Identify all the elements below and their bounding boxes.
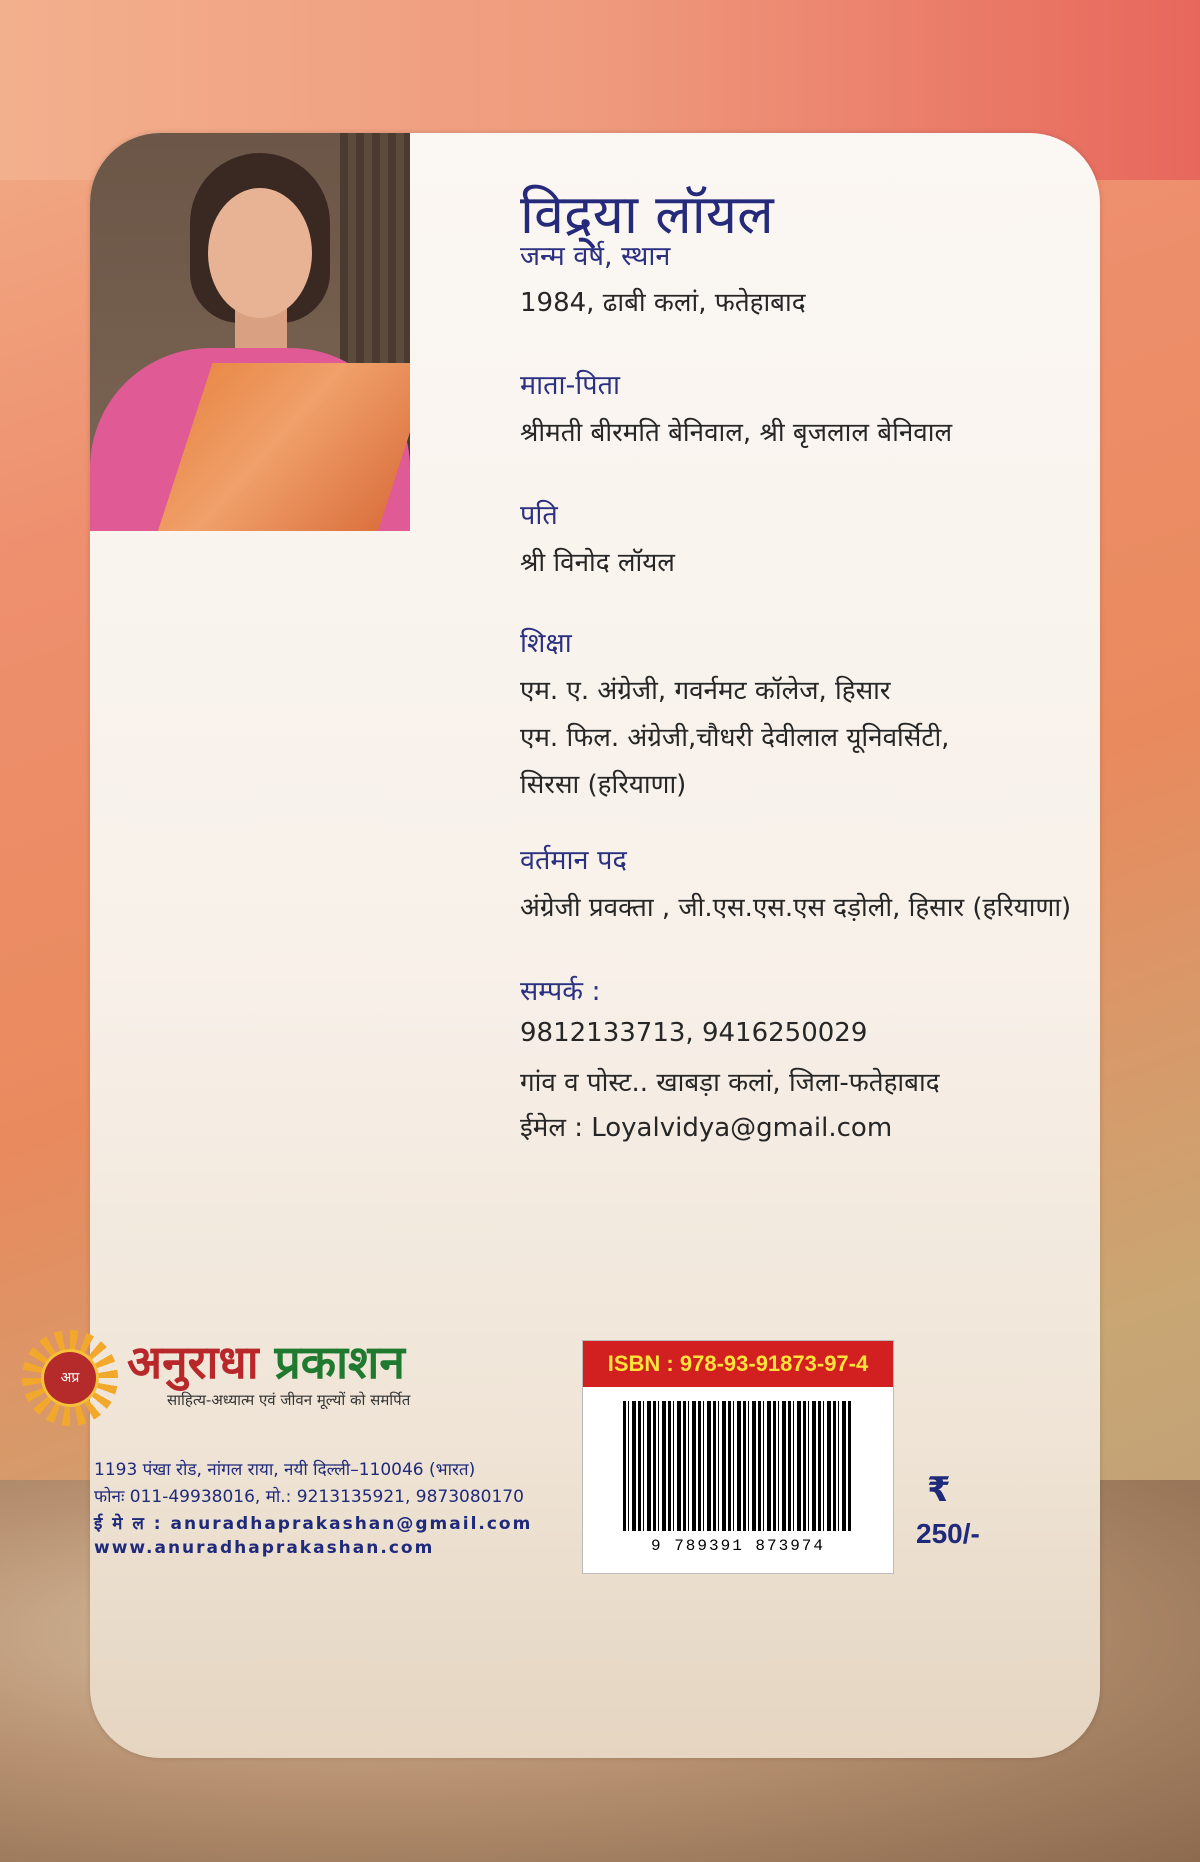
author-photo: [90, 133, 410, 531]
publisher-logo-icon: [22, 1330, 118, 1426]
price-value: 250/-: [916, 1518, 980, 1549]
education-label: शिक्षा: [520, 628, 572, 659]
publisher-tagline: साहित्य-अध्यात्म एवं जीवन मूल्यों को समर्पित: [167, 1391, 411, 1409]
position-value: अंग्रेजी प्रवक्ता , जी.एस.एस.एस दड़ोली, हिसार (हरियाणा): [520, 893, 1072, 923]
birth-label: जन्म वर्ष, स्थान: [520, 241, 671, 272]
publisher-address: 1193 पंखा रोड, नांगल राया, नयी दिल्ली–110046 (भारत): [94, 1460, 476, 1480]
publisher-phone: फोनः 011-49938016, मो.: 9213135921, 9873080170: [94, 1487, 524, 1507]
birth-value: 1984, ढाबी कलां, फतेहाबाद: [520, 288, 806, 318]
publisher-name-part1: अनुराधा: [127, 1335, 259, 1389]
price-symbol: ₹: [927, 1470, 951, 1510]
education-line: एम. ए. अंग्रेजी, गवर्नमट कॉलेज, हिसार: [520, 676, 891, 706]
barcode-number: 9 789391 873974: [650, 1537, 826, 1555]
husband-value: श्री विनोद लॉयल: [520, 548, 675, 578]
parents-label: माता-पिता: [520, 370, 620, 401]
isbn-label: ISBN : 978-93-91873-97-4: [583, 1341, 893, 1387]
isbn-box: [582, 1340, 894, 1574]
contact-phone: 9812133713, 9416250029: [520, 1018, 868, 1048]
publisher-name: [127, 1330, 405, 1392]
barcode-icon: [623, 1401, 853, 1531]
position-label: वर्तमान पद: [520, 845, 627, 876]
education-line: एम. फिल. अंग्रेजी,चौधरी देवीलाल यूनिवर्सिटी,: [520, 723, 950, 753]
publisher-block: [22, 1330, 542, 1570]
publisher-logo-text: अप्र: [44, 1352, 96, 1404]
author-name: विद्र्या लॉयल: [520, 183, 774, 246]
publisher-website: www.anuradhaprakashan.com: [94, 1538, 435, 1558]
contact-email: ईमेल : Loyalvidya@gmail.com: [520, 1113, 893, 1143]
publisher-name-part2: प्रकाशन: [274, 1335, 405, 1389]
parents-value: श्रीमती बीरमति बेनिवाल, श्री बृजलाल बेनिवाल: [520, 418, 953, 448]
contact-address: गांव व पोस्ट.. खाबड़ा कलां, जिला-फतेहाबाद: [520, 1068, 940, 1098]
husband-label: पति: [520, 500, 558, 531]
education-line: सिरसा (हरियाणा): [520, 770, 687, 800]
contact-label: सम्पर्क :: [520, 976, 601, 1007]
publisher-email: ई मे ल : anuradhaprakashan@gmail.com: [94, 1514, 533, 1534]
